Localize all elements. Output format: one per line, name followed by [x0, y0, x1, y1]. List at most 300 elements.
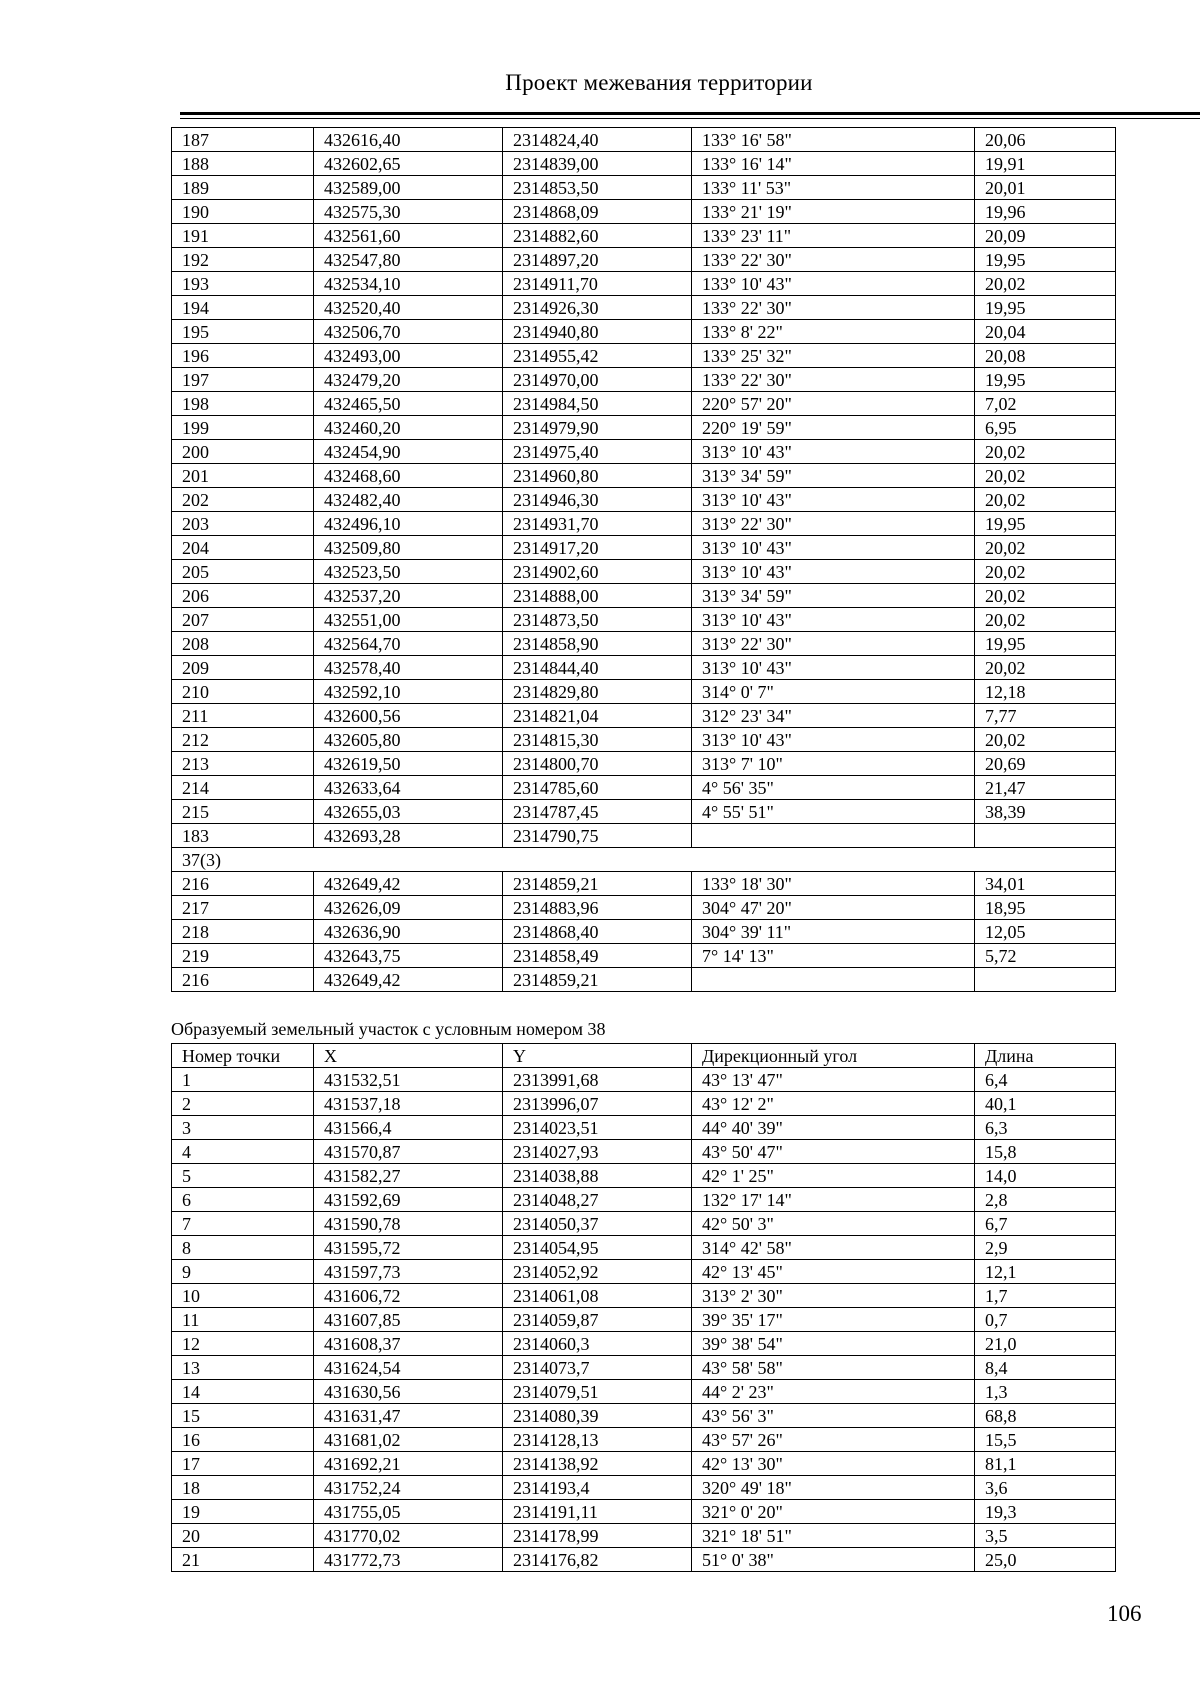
length-cell: 20,06: [975, 128, 1116, 152]
point-number-cell: 183: [172, 824, 314, 848]
y-cell: 2314048,27: [503, 1188, 692, 1212]
x-cell: 431681,02: [314, 1428, 503, 1452]
y-cell: 2314138,92: [503, 1452, 692, 1476]
x-cell: 432605,80: [314, 728, 503, 752]
point-number-cell: 216: [172, 872, 314, 896]
x-cell: 432578,40: [314, 656, 503, 680]
table-row: [172, 1524, 1116, 1548]
table-row: [172, 368, 1116, 392]
y-cell: 2314858,90: [503, 632, 692, 656]
x-cell: 432496,10: [314, 512, 503, 536]
length-cell: 20,69: [975, 752, 1116, 776]
point-number-cell: 1: [172, 1068, 314, 1092]
length-cell: 20,02: [975, 656, 1116, 680]
y-cell: 2314882,60: [503, 224, 692, 248]
direction-angle-cell: 43° 12' 2": [692, 1092, 975, 1116]
length-cell: 25,0: [975, 1548, 1116, 1572]
direction-angle-cell: 133° 21' 19": [692, 200, 975, 224]
length-cell: 19,95: [975, 512, 1116, 536]
length-cell: 1,7: [975, 1284, 1116, 1308]
x-cell: 432523,50: [314, 560, 503, 584]
table-row: [172, 248, 1116, 272]
x-cell: 432479,20: [314, 368, 503, 392]
x-cell: 431770,02: [314, 1524, 503, 1548]
direction-angle-cell: 313° 10' 43": [692, 728, 975, 752]
table-row: [172, 1284, 1116, 1308]
length-cell: [975, 824, 1116, 848]
table-row: [172, 1068, 1116, 1092]
direction-angle-cell: [692, 824, 975, 848]
y-cell: 2313991,68: [503, 1068, 692, 1092]
point-number-cell: 9: [172, 1260, 314, 1284]
point-number-cell: 215: [172, 800, 314, 824]
table-row: [172, 1380, 1116, 1404]
x-cell: 432509,80: [314, 536, 503, 560]
table-row: [172, 1260, 1116, 1284]
y-cell: 2314946,30: [503, 488, 692, 512]
length-cell: 20,04: [975, 320, 1116, 344]
length-cell: 3,5: [975, 1524, 1116, 1548]
direction-angle-cell: 304° 47' 20": [692, 896, 975, 920]
y-cell: 2314080,39: [503, 1404, 692, 1428]
length-cell: 1,3: [975, 1380, 1116, 1404]
point-number-cell: 16: [172, 1428, 314, 1452]
x-cell: 431607,85: [314, 1308, 503, 1332]
table-row: [172, 1188, 1116, 1212]
y-cell: 2314902,60: [503, 560, 692, 584]
x-cell: 432633,64: [314, 776, 503, 800]
point-number-cell: 208: [172, 632, 314, 656]
x-cell: 431566,4: [314, 1116, 503, 1140]
length-cell: 20,08: [975, 344, 1116, 368]
length-cell: 20,02: [975, 440, 1116, 464]
direction-angle-cell: 313° 10' 43": [692, 488, 975, 512]
y-cell: 2314975,40: [503, 440, 692, 464]
x-cell: 432564,70: [314, 632, 503, 656]
direction-angle-cell: 44° 40' 39": [692, 1116, 975, 1140]
point-number-cell: 190: [172, 200, 314, 224]
length-cell: 38,39: [975, 800, 1116, 824]
direction-angle-cell: 133° 10' 43": [692, 272, 975, 296]
x-cell: 431606,72: [314, 1284, 503, 1308]
header-direction-angle: Дирекционный угол: [692, 1044, 975, 1068]
x-cell: 432534,10: [314, 272, 503, 296]
point-number-cell: 17: [172, 1452, 314, 1476]
direction-angle-cell: 42° 13' 45": [692, 1260, 975, 1284]
direction-angle-cell: 133° 18' 30": [692, 872, 975, 896]
y-cell: 2314052,92: [503, 1260, 692, 1284]
y-cell: 2313996,07: [503, 1092, 692, 1116]
length-cell: 15,8: [975, 1140, 1116, 1164]
y-cell: 2314844,40: [503, 656, 692, 680]
point-number-cell: 214: [172, 776, 314, 800]
y-cell: 2314059,87: [503, 1308, 692, 1332]
point-number-cell: 218: [172, 920, 314, 944]
direction-angle-cell: 4° 56' 35": [692, 776, 975, 800]
point-number-cell: 217: [172, 896, 314, 920]
table-row: [172, 560, 1116, 584]
table-row: [172, 536, 1116, 560]
table-row: [172, 440, 1116, 464]
direction-angle-cell: 313° 10' 43": [692, 608, 975, 632]
point-number-cell: 202: [172, 488, 314, 512]
y-cell: 2314790,75: [503, 824, 692, 848]
direction-angle-cell: 39° 38' 54": [692, 1332, 975, 1356]
point-number-cell: 10: [172, 1284, 314, 1308]
length-cell: 5,72: [975, 944, 1116, 968]
x-cell: 431532,51: [314, 1068, 503, 1092]
table-row: [172, 584, 1116, 608]
page-number: 106: [1107, 1601, 1142, 1626]
direction-angle-cell: 44° 2' 23": [692, 1380, 975, 1404]
direction-angle-cell: 313° 10' 43": [692, 560, 975, 584]
table-row: [172, 800, 1116, 824]
length-cell: 20,02: [975, 536, 1116, 560]
table-row: [172, 1164, 1116, 1188]
table-row: [172, 1092, 1116, 1116]
point-number-cell: 19: [172, 1500, 314, 1524]
x-cell: 432693,28: [314, 824, 503, 848]
x-cell: 432600,56: [314, 704, 503, 728]
length-cell: 20,02: [975, 272, 1116, 296]
point-number-cell: 188: [172, 152, 314, 176]
point-number-cell: 197: [172, 368, 314, 392]
table-row: [172, 728, 1116, 752]
table-row: [172, 128, 1116, 152]
table-row: [172, 680, 1116, 704]
y-cell: 2314023,51: [503, 1116, 692, 1140]
length-cell: [975, 968, 1116, 992]
length-cell: 2,8: [975, 1188, 1116, 1212]
direction-angle-cell: 42° 1' 25": [692, 1164, 975, 1188]
y-cell: 2314897,20: [503, 248, 692, 272]
point-number-cell: 7: [172, 1212, 314, 1236]
direction-angle-cell: 313° 7' 10": [692, 752, 975, 776]
point-number-cell: 20: [172, 1524, 314, 1548]
x-cell: 432602,65: [314, 152, 503, 176]
x-cell: 432649,42: [314, 968, 503, 992]
y-cell: 2314839,00: [503, 152, 692, 176]
length-cell: 3,6: [975, 1476, 1116, 1500]
length-cell: 40,1: [975, 1092, 1116, 1116]
point-number-cell: 14: [172, 1380, 314, 1404]
y-cell: 2314815,30: [503, 728, 692, 752]
x-cell: 431592,69: [314, 1188, 503, 1212]
length-cell: 14,0: [975, 1164, 1116, 1188]
length-cell: 12,05: [975, 920, 1116, 944]
direction-angle-cell: 313° 34' 59": [692, 464, 975, 488]
table-row: [172, 1428, 1116, 1452]
y-cell: 2314821,04: [503, 704, 692, 728]
point-number-cell: 204: [172, 536, 314, 560]
y-cell: 2314926,30: [503, 296, 692, 320]
x-cell: 431692,21: [314, 1452, 503, 1476]
x-cell: 432547,80: [314, 248, 503, 272]
y-cell: 2314193,4: [503, 1476, 692, 1500]
table-row: [172, 872, 1116, 896]
x-cell: 431537,18: [314, 1092, 503, 1116]
y-cell: 2314917,20: [503, 536, 692, 560]
table-row: [172, 488, 1116, 512]
x-cell: 432649,42: [314, 872, 503, 896]
y-cell: 2314868,09: [503, 200, 692, 224]
length-cell: 7,77: [975, 704, 1116, 728]
length-cell: 68,8: [975, 1404, 1116, 1428]
plot-38-caption: Образуемый земельный участок с условным номером 38: [171, 1019, 606, 1039]
y-cell: 2314824,40: [503, 128, 692, 152]
point-number-cell: 189: [172, 176, 314, 200]
point-number-cell: 6: [172, 1188, 314, 1212]
direction-angle-cell: 39° 35' 17": [692, 1308, 975, 1332]
y-cell: 2314038,88: [503, 1164, 692, 1188]
direction-angle-cell: 312° 23' 34": [692, 704, 975, 728]
x-cell: 432626,09: [314, 896, 503, 920]
header-rule-thin: [180, 118, 1200, 119]
section-label: 37(3): [172, 848, 1116, 872]
table-row: [172, 776, 1116, 800]
point-number-cell: 191: [172, 224, 314, 248]
point-number-cell: 200: [172, 440, 314, 464]
x-cell: 431597,73: [314, 1260, 503, 1284]
point-number-cell: 210: [172, 680, 314, 704]
x-cell: 431608,37: [314, 1332, 503, 1356]
direction-angle-cell: 133° 16' 14": [692, 152, 975, 176]
x-cell: 432636,90: [314, 920, 503, 944]
direction-angle-cell: 42° 13' 30": [692, 1452, 975, 1476]
x-cell: 432465,50: [314, 392, 503, 416]
table-row: [172, 920, 1116, 944]
direction-angle-cell: 133° 25' 32": [692, 344, 975, 368]
table-row: [172, 1116, 1116, 1140]
length-cell: 34,01: [975, 872, 1116, 896]
length-cell: 12,1: [975, 1260, 1116, 1284]
length-cell: 19,95: [975, 296, 1116, 320]
table-row: [172, 200, 1116, 224]
y-cell: 2314979,90: [503, 416, 692, 440]
point-number-cell: 209: [172, 656, 314, 680]
table-row: [172, 176, 1116, 200]
length-cell: 19,91: [975, 152, 1116, 176]
x-cell: 431570,87: [314, 1140, 503, 1164]
length-cell: 20,01: [975, 176, 1116, 200]
x-cell: 431582,27: [314, 1164, 503, 1188]
x-cell: 432520,40: [314, 296, 503, 320]
direction-angle-cell: 133° 22' 30": [692, 248, 975, 272]
point-number-cell: 5: [172, 1164, 314, 1188]
y-cell: 2314178,99: [503, 1524, 692, 1548]
length-cell: 7,02: [975, 392, 1116, 416]
table-row: [172, 896, 1116, 920]
x-cell: 432537,20: [314, 584, 503, 608]
table-row: [172, 320, 1116, 344]
table-row: [172, 1332, 1116, 1356]
length-cell: 19,3: [975, 1500, 1116, 1524]
table-row: [172, 1476, 1116, 1500]
coordinates-table-continued: [171, 127, 1116, 992]
table-row: [172, 632, 1116, 656]
table-row: [172, 392, 1116, 416]
header-x: X: [314, 1044, 503, 1068]
point-number-cell: 195: [172, 320, 314, 344]
direction-angle-cell: 313° 10' 43": [692, 536, 975, 560]
direction-angle-cell: 4° 55' 51": [692, 800, 975, 824]
direction-angle-cell: 313° 22' 30": [692, 632, 975, 656]
table-row: [172, 1140, 1116, 1164]
point-number-cell: 207: [172, 608, 314, 632]
direction-angle-cell: 133° 23' 11": [692, 224, 975, 248]
table-row: [172, 296, 1116, 320]
x-cell: 431630,56: [314, 1380, 503, 1404]
x-cell: 432482,40: [314, 488, 503, 512]
direction-angle-cell: 43° 57' 26": [692, 1428, 975, 1452]
direction-angle-cell: 313° 10' 43": [692, 440, 975, 464]
x-cell: 432506,70: [314, 320, 503, 344]
y-cell: 2314054,95: [503, 1236, 692, 1260]
point-number-cell: 13: [172, 1356, 314, 1380]
length-cell: 21,47: [975, 776, 1116, 800]
length-cell: 20,02: [975, 728, 1116, 752]
y-cell: 2314931,70: [503, 512, 692, 536]
table-row: [172, 272, 1116, 296]
y-cell: 2314060,3: [503, 1332, 692, 1356]
table-row: [172, 704, 1116, 728]
table-row: [172, 512, 1116, 536]
table-row: [172, 152, 1116, 176]
point-number-cell: 198: [172, 392, 314, 416]
point-number-cell: 213: [172, 752, 314, 776]
direction-angle-cell: 321° 0' 20": [692, 1500, 975, 1524]
x-cell: 432454,90: [314, 440, 503, 464]
point-number-cell: 4: [172, 1140, 314, 1164]
y-cell: 2314858,49: [503, 944, 692, 968]
x-cell: 431752,24: [314, 1476, 503, 1500]
length-cell: 8,4: [975, 1356, 1116, 1380]
plot-38-coordinates-table: [171, 1043, 1116, 1572]
x-cell: 432493,00: [314, 344, 503, 368]
length-cell: 6,95: [975, 416, 1116, 440]
x-cell: 432551,00: [314, 608, 503, 632]
direction-angle-cell: 313° 2' 30": [692, 1284, 975, 1308]
y-cell: 2314176,82: [503, 1548, 692, 1572]
y-cell: 2314960,80: [503, 464, 692, 488]
y-cell: 2314859,21: [503, 872, 692, 896]
table-row: [172, 1404, 1116, 1428]
table-row: [172, 1356, 1116, 1380]
point-number-cell: 205: [172, 560, 314, 584]
length-cell: 19,95: [975, 368, 1116, 392]
table-row: [172, 944, 1116, 968]
header-rule-thick: [180, 112, 1200, 115]
direction-angle-cell: 313° 22' 30": [692, 512, 975, 536]
direction-angle-cell: 314° 42' 58": [692, 1236, 975, 1260]
direction-angle-cell: 7° 14' 13": [692, 944, 975, 968]
length-cell: 12,18: [975, 680, 1116, 704]
length-cell: 19,95: [975, 632, 1116, 656]
point-number-cell: 201: [172, 464, 314, 488]
direction-angle-cell: 220° 57' 20": [692, 392, 975, 416]
x-cell: 432468,60: [314, 464, 503, 488]
point-number-cell: 194: [172, 296, 314, 320]
point-number-cell: 211: [172, 704, 314, 728]
y-cell: 2314859,21: [503, 968, 692, 992]
x-cell: 432460,20: [314, 416, 503, 440]
direction-angle-cell: 51° 0' 38": [692, 1548, 975, 1572]
direction-angle-cell: 220° 19' 59": [692, 416, 975, 440]
direction-angle-cell: 313° 34' 59": [692, 584, 975, 608]
length-cell: 18,95: [975, 896, 1116, 920]
length-cell: 2,9: [975, 1236, 1116, 1260]
direction-angle-cell: 43° 56' 3": [692, 1404, 975, 1428]
point-number-cell: 12: [172, 1332, 314, 1356]
x-cell: 432592,10: [314, 680, 503, 704]
y-cell: 2314050,37: [503, 1212, 692, 1236]
table-row: [172, 464, 1116, 488]
point-number-cell: 193: [172, 272, 314, 296]
length-cell: 15,5: [975, 1428, 1116, 1452]
x-cell: 432655,03: [314, 800, 503, 824]
x-cell: 431631,47: [314, 1404, 503, 1428]
y-cell: 2314061,08: [503, 1284, 692, 1308]
length-cell: 0,7: [975, 1308, 1116, 1332]
y-cell: 2314800,70: [503, 752, 692, 776]
direction-angle-cell: 43° 50' 47": [692, 1140, 975, 1164]
table-row: [172, 1500, 1116, 1524]
direction-angle-cell: 132° 17' 14": [692, 1188, 975, 1212]
point-number-cell: 18: [172, 1476, 314, 1500]
x-cell: 431772,73: [314, 1548, 503, 1572]
direction-angle-cell: 313° 10' 43": [692, 656, 975, 680]
length-cell: 81,1: [975, 1452, 1116, 1476]
table-row: [172, 1452, 1116, 1476]
table-row: [172, 968, 1116, 992]
point-number-cell: 187: [172, 128, 314, 152]
y-cell: 2314191,11: [503, 1500, 692, 1524]
length-cell: 19,95: [975, 248, 1116, 272]
point-number-cell: 11: [172, 1308, 314, 1332]
length-cell: 6,3: [975, 1116, 1116, 1140]
x-cell: 432643,75: [314, 944, 503, 968]
table-row: [172, 344, 1116, 368]
length-cell: 20,09: [975, 224, 1116, 248]
table-row: [172, 824, 1116, 848]
point-number-cell: 196: [172, 344, 314, 368]
point-number-cell: 206: [172, 584, 314, 608]
x-cell: 432589,00: [314, 176, 503, 200]
table-row: [172, 416, 1116, 440]
direction-angle-cell: 314° 0' 7": [692, 680, 975, 704]
direction-angle-cell: 133° 16' 58": [692, 128, 975, 152]
x-cell: 432619,50: [314, 752, 503, 776]
y-cell: 2314073,7: [503, 1356, 692, 1380]
direction-angle-cell: 321° 18' 51": [692, 1524, 975, 1548]
y-cell: 2314027,93: [503, 1140, 692, 1164]
y-cell: 2314888,00: [503, 584, 692, 608]
direction-angle-cell: 320° 49' 18": [692, 1476, 975, 1500]
table-row: [172, 1308, 1116, 1332]
length-cell: 6,4: [975, 1068, 1116, 1092]
x-cell: 432616,40: [314, 128, 503, 152]
direction-angle-cell: 304° 39' 11": [692, 920, 975, 944]
point-number-cell: 212: [172, 728, 314, 752]
x-cell: 431590,78: [314, 1212, 503, 1236]
x-cell: 431624,54: [314, 1356, 503, 1380]
direction-angle-cell: 43° 58' 58": [692, 1356, 975, 1380]
y-cell: 2314873,50: [503, 608, 692, 632]
table-row: [172, 1236, 1116, 1260]
y-cell: 2314787,45: [503, 800, 692, 824]
direction-angle-cell: 133° 22' 30": [692, 296, 975, 320]
y-cell: 2314829,80: [503, 680, 692, 704]
